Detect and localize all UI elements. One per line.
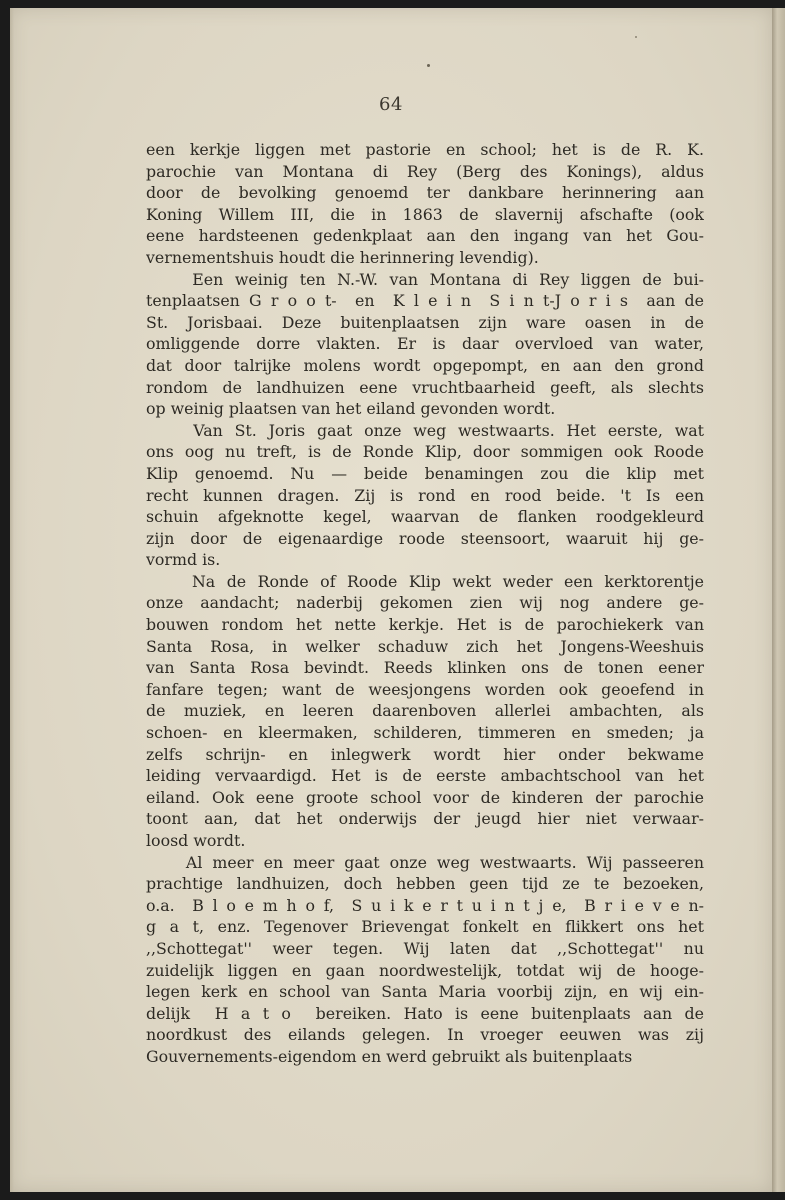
text-line: ons oog nu treft, is de Ronde Klip, door sommigen ook Roode <box>146 442 704 462</box>
text-line: rondom de landhuizen eene vruchtbaarheid geeft, als slechts <box>146 377 704 397</box>
text-line: o.a. B l o e m h o f, S u i k e r t u i n t j e, B r i e v e n- <box>146 895 704 915</box>
text-line: dat door talrijke molens wordt opgepompt, en aan den grond <box>146 355 704 375</box>
text-line: eiland. Ook eene groote school voor de kinderen der parochie <box>146 787 704 807</box>
text-line: van Santa Rosa bevindt. Reeds klinken ons de tonen eener <box>146 658 704 678</box>
page-edge-shadow <box>10 8 14 1192</box>
text-line: op weinig plaatsen van het eiland gevonden wordt. <box>146 399 556 419</box>
text-line: de muziek, en leeren daarenboven allerlei ambachten, als <box>146 701 704 721</box>
text-line: prachtige landhuizen, doch hebben geen tijd ze te bezoeken, <box>146 874 704 894</box>
text-line: omliggende dorre vlakten. Er is daar overvloed van water, <box>146 334 704 354</box>
text-line: zuidelijk liggen en gaan noordwestelijk, totdat wij de hooge- <box>146 960 704 980</box>
text-line: Klip genoemd. Nu — beide benamingen zou die klip met <box>146 463 704 483</box>
book-page <box>10 8 772 1192</box>
text-line: vernementshuis houdt die herinnering levendig). <box>146 247 539 267</box>
text-line: onze aandacht; naderbij gekomen zien wij nog andere ge- <box>146 593 704 613</box>
text-line: bouwen rondom het nette kerkje. Het is de parochiekerk van <box>146 615 704 635</box>
text-line: St. Jorisbaai. Deze buitenplaatsen zijn ware oasen in de <box>146 312 704 332</box>
paper-speck <box>635 36 637 38</box>
text-line: noordkust des eilands gelegen. In vroeger eeuwen was zij <box>146 1025 704 1045</box>
text-line: fanfare tegen; want de weesjongens worden ook geoefend in <box>146 679 704 699</box>
text-line: Een weinig ten N.-W. van Montana di Rey liggen de bui- <box>146 269 704 289</box>
text-line: zelfs schrijn- en inlegwerk wordt hier onder bekwame <box>146 744 704 764</box>
text-line: Gouvernements-eigendom en werd gebruikt als buitenplaats <box>146 1046 633 1066</box>
text-line: Koning Willem III, die in 1863 de slavernij afschafte (ook <box>146 204 704 224</box>
text-line: legen kerk en school van Santa Maria voorbij zijn, en wij ein- <box>146 982 704 1002</box>
text-line: ,,Schottegat'' weer tegen. Wij laten dat ,,Schottegat'' nu <box>146 938 704 958</box>
text-line: Na de Ronde of Roode Klip wekt weder een kerktorentje <box>146 571 704 591</box>
text-line: delijk H a t o bereiken. Hato is eene buitenplaats aan de <box>146 1003 704 1023</box>
text-line: schoen- en kleermaken, schilderen, timmeren en smeden; ja <box>146 723 704 743</box>
text-line: g a t, enz. Tegenover Brievengat fonkelt en flikkert ons het <box>146 917 704 937</box>
text-line: eene hardsteenen gedenkplaat aan den ingang van het Gou- <box>146 226 704 246</box>
text-line: recht kunnen dragen. Zij is rond en rood beide. 't Is een <box>146 485 704 505</box>
text-line: leiding vervaardigd. Het is de eerste ambachtschool van het <box>146 766 704 786</box>
text-line: tenplaatsen G r o o t- en K l e i n S i n t-J o r i s aan de <box>146 291 704 311</box>
paper-speck <box>427 64 430 67</box>
text-line: zijn door de eigenaardige roode steensoort, waaruit hij ge- <box>146 528 704 548</box>
page-number: 64 <box>379 94 403 115</box>
body-text <box>146 139 704 1068</box>
text-line: loosd wordt. <box>146 831 246 850</box>
text-line: Van St. Joris gaat onze weg westwaarts. Het eerste, wat <box>146 420 704 440</box>
text-line: een kerkje liggen met pastorie en school; het is de R. K. <box>146 140 704 159</box>
text-line: Al meer en meer gaat onze weg westwaarts. Wij passeeren <box>146 852 704 872</box>
text-line: door de bevolking genoemd ter dankbare herinnering aan <box>146 183 704 203</box>
text-line: Santa Rosa, in welker schaduw zich het Jongens-Weeshuis <box>146 636 704 656</box>
text-line: schuin afgeknotte kegel, waarvan de flanken roodgekleurd <box>146 507 704 527</box>
book-edge <box>772 8 785 1192</box>
text-line: toont aan, dat het onderwijs der jeugd hier niet verwaar- <box>146 809 704 829</box>
text-line: parochie van Montana di Rey (Berg des Konings), aldus <box>146 161 704 181</box>
text-line: vormd is. <box>146 550 221 570</box>
